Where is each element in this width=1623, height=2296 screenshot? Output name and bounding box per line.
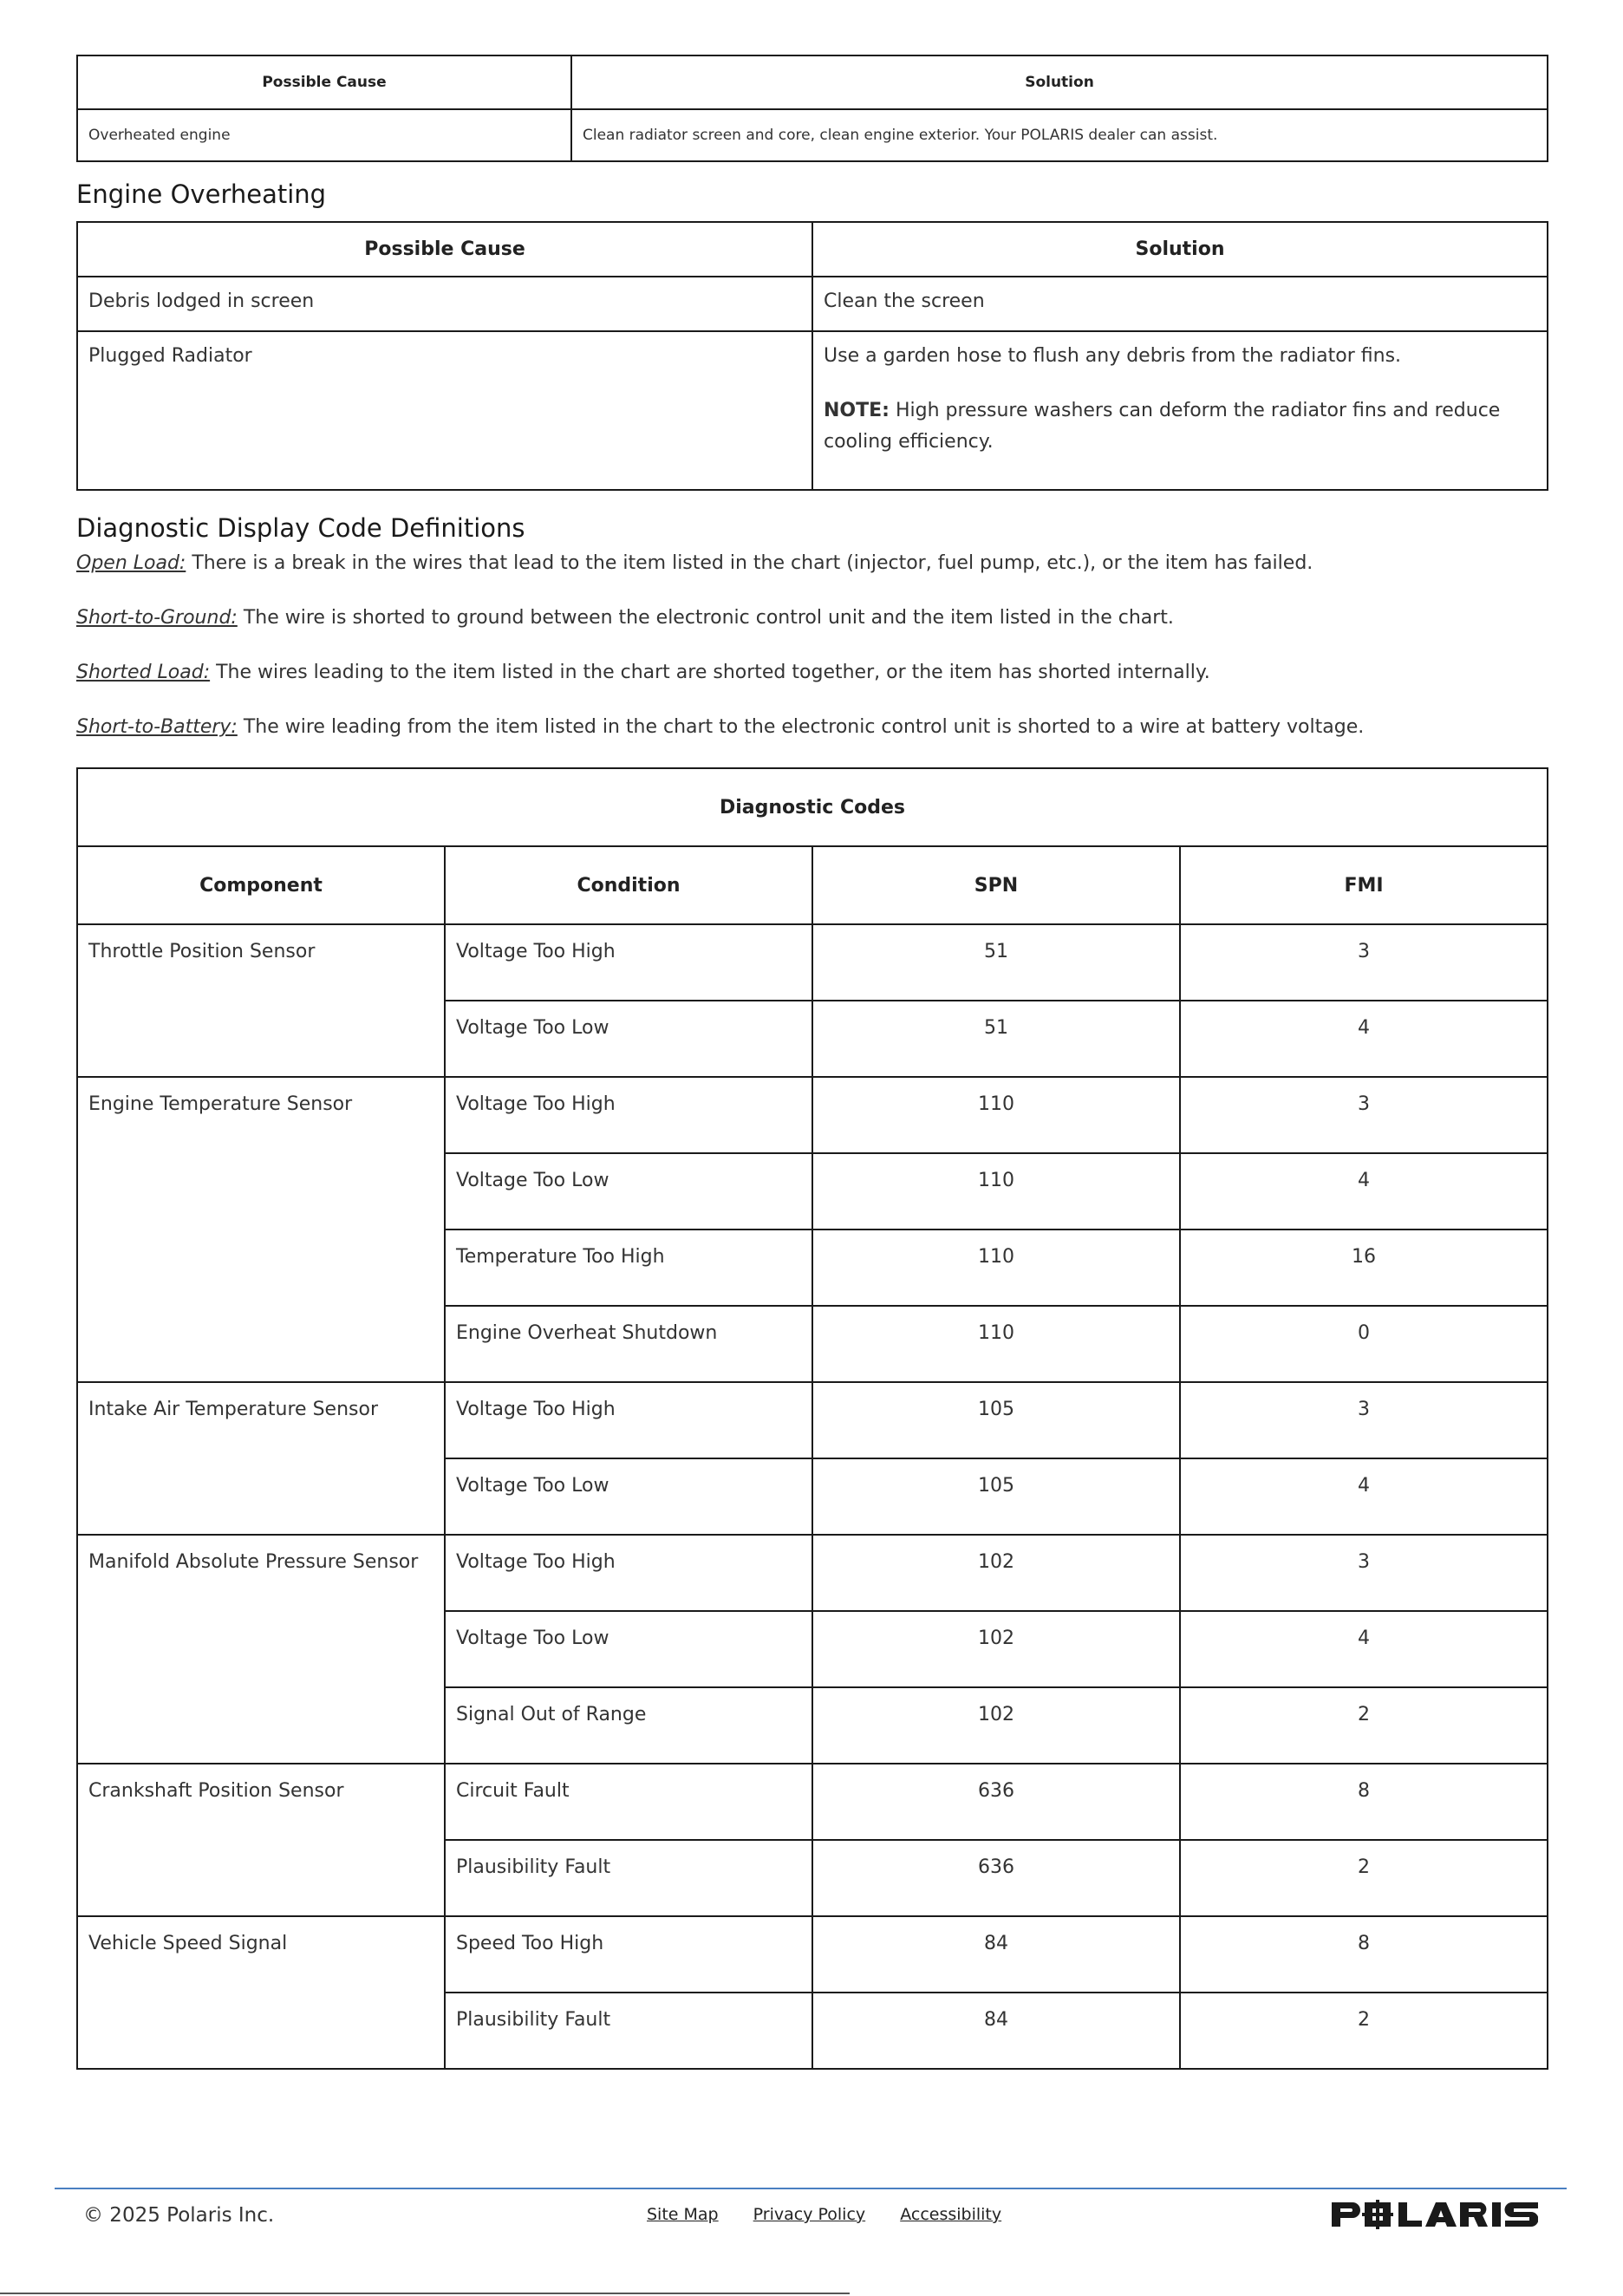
fmi-cell: 2	[1180, 1840, 1548, 1916]
fmi-cell: 4	[1180, 1153, 1548, 1230]
note-text: High pressure washers can deform the radiator fins and reduce cooling efficiency.	[824, 400, 1501, 453]
column-header: Solution	[571, 55, 1548, 109]
fmi-cell: 4	[1180, 1611, 1548, 1687]
fmi-cell: 2	[1180, 1687, 1548, 1764]
condition-cell: Voltage Too Low	[445, 1001, 812, 1077]
table-row	[77, 1077, 1548, 1153]
fmi-cell: 3	[1180, 1382, 1548, 1458]
definition-text: The wire leading from the item listed in the chart to the electronic control unit is shorted to a wire at battery voltage.	[237, 716, 1365, 738]
table-title: Diagnostic Codes	[77, 768, 1548, 846]
condition-cell: Voltage Too High	[445, 1535, 812, 1611]
definition-open-load	[76, 551, 1547, 576]
condition-cell: Plausibility Fault	[445, 1840, 812, 1916]
column-header: Solution	[812, 222, 1548, 277]
fmi-cell: 8	[1180, 1916, 1548, 1993]
site-map-link[interactable]: Site Map	[647, 2205, 719, 2224]
column-header: FMI	[1180, 846, 1548, 924]
fmi-cell: 4	[1180, 1458, 1548, 1535]
fmi-cell: 4	[1180, 1001, 1548, 1077]
definition-term: Shorted Load:	[76, 662, 211, 683]
table-row	[77, 1535, 1548, 1611]
fmi-cell: 16	[1180, 1230, 1548, 1306]
page-content	[76, 55, 1547, 2070]
spn-cell: 51	[812, 924, 1180, 1001]
column-header: SPN	[812, 846, 1180, 924]
definition-term: Short-to-Battery:	[76, 716, 238, 738]
column-header: Possible Cause	[77, 55, 571, 109]
component-cell: Vehicle Speed Signal	[77, 1916, 445, 2069]
section-title-diagnostic-definitions: Diagnostic Display Code Definitions	[76, 513, 525, 543]
condition-cell: Voltage Too High	[445, 1382, 812, 1458]
note-paragraph	[824, 395, 1536, 458]
condition-cell: Signal Out of Range	[445, 1687, 812, 1764]
table-row	[77, 331, 1548, 490]
fmi-cell: 8	[1180, 1764, 1548, 1840]
table-row	[77, 1916, 1548, 1993]
spn-cell: 84	[812, 1916, 1180, 1993]
spn-cell: 102	[812, 1611, 1180, 1687]
condition-cell: Voltage Too Low	[445, 1458, 812, 1535]
overheat-cause-table	[76, 55, 1548, 162]
spn-cell: 110	[812, 1306, 1180, 1382]
table-cell: Clean radiator screen and core, clean engine exterior. Your POLARIS dealer can assist.	[571, 109, 1548, 161]
table-row	[77, 109, 1548, 161]
spn-cell: 84	[812, 1993, 1180, 2069]
spn-cell: 51	[812, 1001, 1180, 1077]
definition-short-to-ground	[76, 606, 1547, 630]
table-row	[77, 1764, 1548, 1840]
accessibility-link[interactable]: Accessibility	[900, 2205, 1002, 2224]
table-cell: Debris lodged in screen	[77, 277, 812, 331]
spn-cell: 102	[812, 1687, 1180, 1764]
table-cell: Plugged Radiator	[77, 331, 812, 490]
footer-links	[647, 2205, 1031, 2224]
privacy-policy-link[interactable]: Privacy Policy	[753, 2205, 866, 2224]
table-cell: Clean the screen	[812, 277, 1548, 331]
diagnostic-codes-table	[76, 767, 1548, 2070]
component-cell: Manifold Absolute Pressure Sensor	[77, 1535, 445, 1764]
spn-cell: 636	[812, 1764, 1180, 1840]
spn-cell: 102	[812, 1535, 1180, 1611]
component-cell: Intake Air Temperature Sensor	[77, 1382, 445, 1535]
section-title-engine-overheating: Engine Overheating	[76, 179, 327, 209]
condition-cell: Voltage Too Low	[445, 1611, 812, 1687]
definition-short-to-battery	[76, 715, 1547, 740]
condition-cell: Circuit Fault	[445, 1764, 812, 1840]
table-row	[77, 1382, 1548, 1458]
definition-text: The wires leading to the item listed in the chart are shorted together, or the item has shorted internally.	[210, 662, 1210, 683]
fmi-cell: 2	[1180, 1993, 1548, 2069]
table-cell: Overheated engine	[77, 109, 571, 161]
condition-cell: Speed Too High	[445, 1916, 812, 1993]
copyright: © 2025 Polaris Inc.	[83, 2204, 275, 2227]
footer	[0, 2189, 1623, 2241]
spn-cell: 105	[812, 1458, 1180, 1535]
spn-cell: 110	[812, 1153, 1180, 1230]
fmi-cell: 3	[1180, 1535, 1548, 1611]
column-header: Possible Cause	[77, 222, 812, 277]
definition-text: The wire is shorted to ground between the electronic control unit and the item listed in the chart.	[237, 607, 1174, 629]
condition-cell: Temperature Too High	[445, 1230, 812, 1306]
definition-shorted-load	[76, 661, 1547, 685]
spn-cell: 110	[812, 1230, 1180, 1306]
condition-cell: Voltage Too Low	[445, 1153, 812, 1230]
fmi-cell: 3	[1180, 1077, 1548, 1153]
table-row	[77, 277, 1548, 331]
condition-cell: Engine Overheat Shutdown	[445, 1306, 812, 1382]
component-cell: Crankshaft Position Sensor	[77, 1764, 445, 1916]
condition-cell: Plausibility Fault	[445, 1993, 812, 2069]
condition-cell: Voltage Too High	[445, 924, 812, 1001]
component-cell: Throttle Position Sensor	[77, 924, 445, 1077]
definition-text: There is a break in the wires that lead to the item listed in the chart (injector, fuel pump, etc.), or the item has failed.	[186, 552, 1313, 574]
fmi-cell: 3	[1180, 924, 1548, 1001]
component-cell: Engine Temperature Sensor	[77, 1077, 445, 1382]
fmi-cell: 0	[1180, 1306, 1548, 1382]
definition-term: Short-to-Ground:	[76, 607, 238, 629]
condition-cell: Voltage Too High	[445, 1077, 812, 1153]
spn-cell: 105	[812, 1382, 1180, 1458]
spn-cell: 636	[812, 1840, 1180, 1916]
definition-term: Open Load:	[76, 552, 186, 574]
engine-overheating-table	[76, 221, 1548, 491]
table-row	[77, 924, 1548, 1001]
column-header: Condition	[445, 846, 812, 924]
table-cell	[812, 331, 1548, 490]
bottom-edge-line	[0, 2293, 850, 2294]
note-label: NOTE:	[824, 400, 890, 421]
column-header: Component	[77, 846, 445, 924]
polaris-logo[interactable]	[1332, 2200, 1538, 2229]
spn-cell: 110	[812, 1077, 1180, 1153]
solution-text: Use a garden hose to flush any debris from the radiator fins.	[824, 345, 1402, 367]
